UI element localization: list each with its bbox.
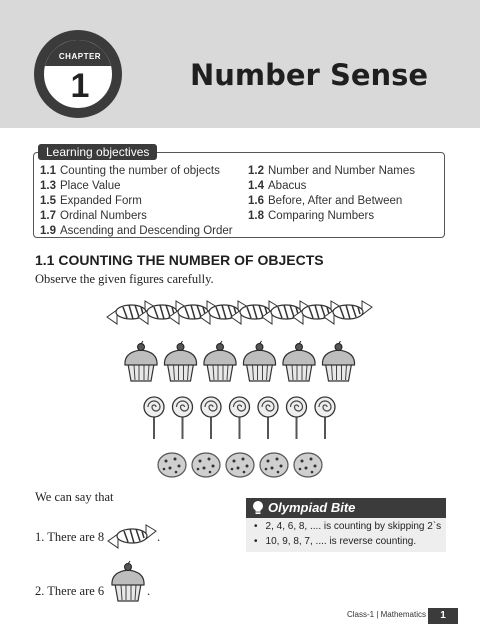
cupcake-icon [125,341,157,381]
objective-item: 1.5 Expanded Form [40,195,142,207]
cupcake-icon [322,341,354,381]
olympiad-bite-header [246,498,446,518]
olympiad-bite-body [246,518,446,552]
cookie-icon [226,453,254,477]
footer-text: Class-1 | Mathematics [347,610,426,619]
cookie-icon [192,453,220,477]
objective-item: 1.3 Place Value [40,180,121,192]
lollipop-icon [315,397,335,439]
learning-objectives-label: Learning objectives [38,144,157,160]
cupcake-icon [112,561,144,601]
cupcake-icon [164,341,196,381]
cupcake-icon [283,341,315,381]
cupcake-icon [204,341,236,381]
objective-item: 1.9 Ascending and Descending Order [40,225,233,237]
we-can-say-text: We can say that [35,490,114,504]
olympiad-bite-title: Olympiad Bite [268,500,356,515]
objective-item: 1.8 Comparing Numbers [248,210,375,222]
candy-icon [108,525,156,548]
objective-item: 1.1 Counting the number of objects [40,165,220,177]
section-title: 1.1 COUNTING THE NUMBER OF OBJECTS [35,252,324,268]
olympiad-bite-item: • 2, 4, 6, 8, .... is counting by skipping 2`s [254,521,441,532]
page-number: 1 [428,608,458,624]
objective-item: 1.7 Ordinal Numbers [40,210,147,222]
instruction-text: Observe the given figures carefully. [35,272,214,286]
statement-1-period: . [157,530,161,544]
cupcake-icon [243,341,275,381]
olympiad-bite-item: • 10, 9, 8, 7, .... is reverse counting. [254,536,416,547]
lightbulb-icon [250,499,266,517]
lollipop-icon [201,397,221,439]
statement-1: 1. There are 8 [35,530,105,544]
objective-item: 1.4 Abacus [248,180,307,192]
statement-2-period: . [147,584,151,598]
chapter-title: Number Sense [190,58,429,92]
lollipop-icon [258,397,278,439]
cookie-icon [260,453,288,477]
lollipop-icon [173,397,193,439]
chapter-number: 1 [70,67,90,105]
lollipop-icon [287,397,307,439]
lollipop-icon [144,397,164,439]
chapter-label: CHAPTER [44,40,114,66]
objective-item: 1.6 Before, After and Between [248,195,403,207]
lollipop-icon [230,397,250,439]
statement-2: 2. There are 6 [35,584,105,598]
cookie-icon [158,453,186,477]
cookie-icon [294,453,322,477]
objective-item: 1.2 Number and Number Names [248,165,416,177]
